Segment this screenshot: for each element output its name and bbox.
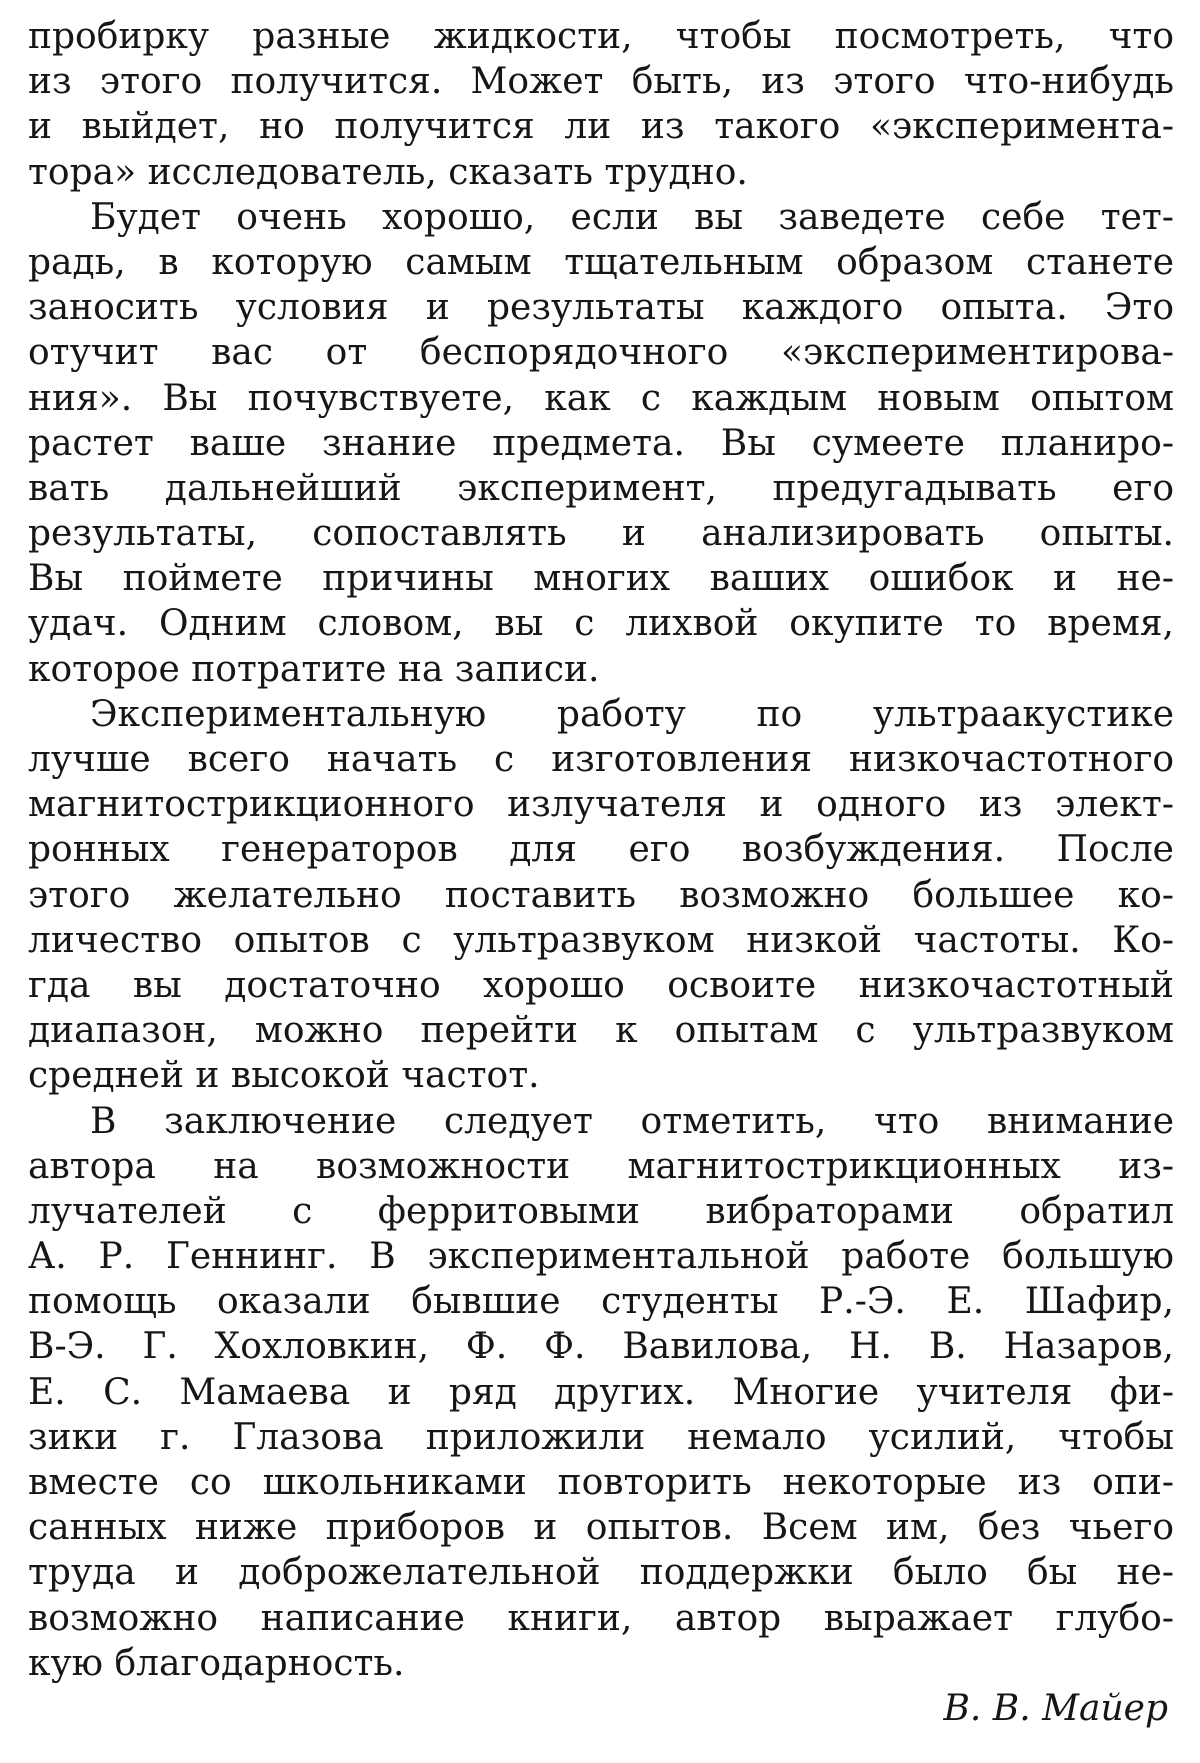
text-line: зики г. Глазова приложили немало усилий, чтобы: [28, 1416, 1174, 1458]
text-line: гда вы достаточно хорошо освоите низкочастотный: [28, 964, 1174, 1006]
text-line: А. Р. Геннинг. В экспериментальной работе большую: [28, 1236, 1174, 1278]
text-line: результаты, сопоставлять и анализировать опыты.: [28, 513, 1174, 555]
text-line: Будет очень хорошо, если вы заведете себе тет-: [90, 196, 1174, 238]
text-line: пробирку разные жидкости, чтобы посмотреть, что: [28, 16, 1174, 57]
text-line: этого желательно поставить возможно большее ко-: [28, 874, 1174, 916]
text-line: диапазон, можно перейти к опытам с ультразвуком: [28, 1010, 1174, 1052]
text-line: из этого получится. Может быть, из этого что-нибудь: [28, 61, 1174, 103]
text-line: растет ваше знание предмета. Вы сумеете планиро-: [28, 422, 1174, 464]
text-line: вать дальнейший эксперимент, предугадывать его: [28, 467, 1174, 509]
text-line: вместе со школьниками повторить некоторые из опи-: [28, 1462, 1174, 1503]
text-line: ния». Вы почувствуете, как с каждым новым опытом: [28, 377, 1174, 419]
text-line: помощь оказали бывшие студенты Р.-Э. Е. Шафир,: [28, 1281, 1174, 1323]
text-line: В-Э. Г. Хохловкин, Ф. Ф. Вавилова, Н. В. Назаров,: [28, 1326, 1174, 1368]
paragraph-experiment-notes-intro: [28, 14, 1174, 195]
paragraph-ultraacoustics-work: [28, 692, 1174, 1099]
text-line: возможно написание книги, автор выражает глубо-: [28, 1597, 1174, 1639]
text-line: и выйдет, но получится ли из такого «эксперимента-: [28, 106, 1174, 148]
text-line: радь, в которую самым тщательным образом станете: [28, 241, 1174, 283]
text-line: удач. Одним словом, вы с лихвой окупите то время,: [28, 603, 1174, 645]
text-line: автора на возможности магнитострикционных из-: [28, 1145, 1174, 1187]
text-line: личество опытов с ультразвуком низкой частоты. Ко-: [28, 919, 1174, 961]
text-line: тора» исследователь, сказать трудно.: [28, 151, 748, 193]
text-line: лучше всего начать с изготовления низкочастотного: [28, 739, 1174, 780]
text-line: санных ниже приборов и опытов. Всем им, без чьего: [28, 1507, 1174, 1549]
text-line: Е. С. Мамаева и ряд других. Многие учителя фи-: [28, 1371, 1174, 1413]
text-line: В заключение следует отметить, что внимание: [90, 1100, 1174, 1142]
text-line: отучит вас от беспорядочного «экспериментирова-: [28, 332, 1174, 374]
paragraph-notebook-advice: [28, 195, 1174, 692]
text-line: которое потратите на записи.: [28, 648, 600, 690]
text-line: Экспериментальную работу по ультраакустике: [90, 693, 1174, 735]
document-page: [28, 14, 1174, 1731]
text-line: магнитострикционного излучателя и одного из элект-: [28, 784, 1174, 826]
text-line: Вы поймете причины многих ваших ошибок и не-: [28, 558, 1174, 600]
text-line: средней и высокой частот.: [28, 1055, 540, 1097]
paragraph-acknowledgements: [28, 1099, 1174, 1686]
author-signature: В. В. Майер: [943, 1687, 1168, 1729]
text-line: ронных генераторов для его возбуждения. После: [28, 829, 1174, 871]
text-line: заносить условия и результаты каждого опыта. Это: [28, 287, 1174, 329]
text-line: лучателей с ферритовыми вибраторами обратил: [28, 1190, 1174, 1232]
text-line: кую благодарность.: [28, 1642, 405, 1684]
text-line: труда и доброжелательной поддержки было бы не-: [28, 1552, 1174, 1594]
